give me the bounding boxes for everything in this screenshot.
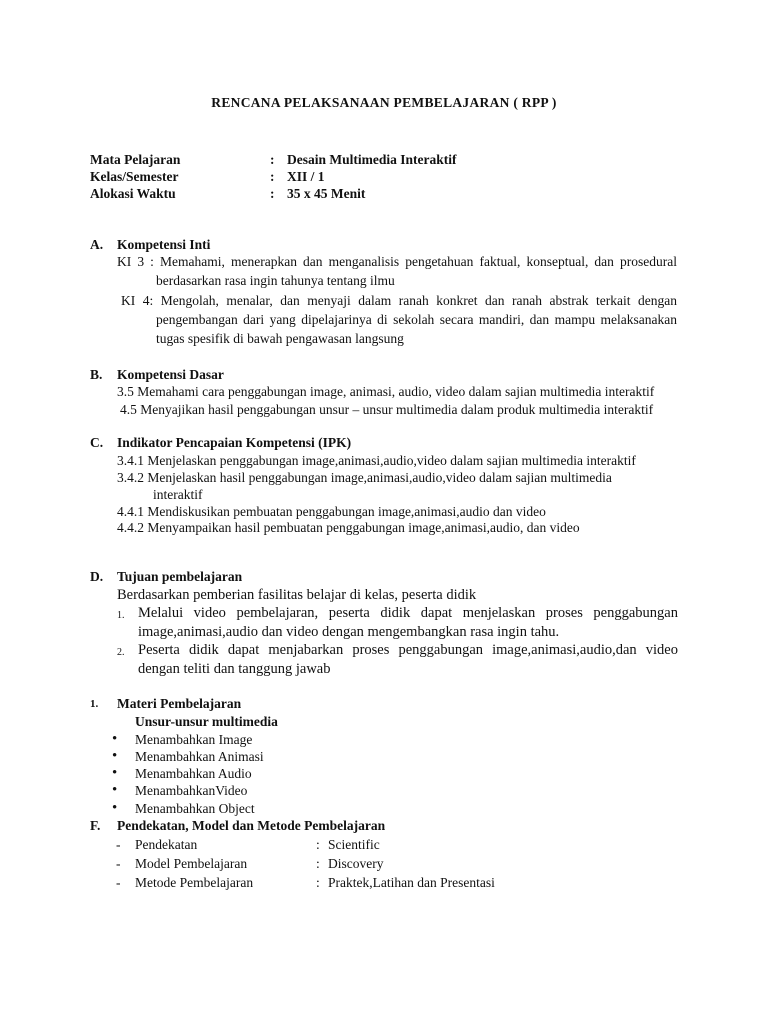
section-letter: F. — [90, 818, 101, 833]
materi-item: MenambahkanVideo — [135, 783, 248, 798]
section-letter: B. — [90, 367, 103, 382]
info-colon: : — [270, 152, 275, 167]
materi-item: Menambahkan Audio — [135, 766, 252, 781]
dash-marker: - — [116, 856, 121, 871]
model-colon: : — [316, 856, 320, 871]
dash-marker: - — [116, 837, 121, 852]
tujuan-number: 2. — [117, 647, 125, 658]
info-colon: : — [270, 169, 275, 184]
info-label-alokasi-waktu: Alokasi Waktu — [90, 186, 176, 201]
tujuan-item-line: image,animasi,audio dan video dengan mengembangkan rasa ingin tahu. — [138, 624, 560, 640]
ipk-item: 3.4.1 Menjelaskan penggabungan image,animasi,audio,video dalam sajian multimedia interaktif — [117, 453, 636, 468]
section-title: Kompetensi Inti — [117, 237, 211, 252]
section-title: Materi Pembelajaran — [117, 696, 242, 711]
metode-colon: : — [316, 875, 320, 890]
model-label: Model Pembelajaran — [135, 856, 248, 871]
ipk-item-continuation: interaktif — [153, 487, 203, 502]
section-title: Tujuan pembelajaran — [117, 569, 243, 584]
ipk-item: 4.4.1 Mendiskusikan pembuatan penggabungan image,animasi,audio dan video — [117, 504, 546, 519]
ki3-line-2: berdasarkan rasa ingin tahunya tentang ilmu — [156, 273, 395, 288]
metode-label: Metode Pembelajaran — [135, 875, 254, 890]
ipk-item: 3.4.2 Menjelaskan hasil penggabungan image,animasi,audio,video dalam sajian multimedia — [117, 470, 612, 485]
bullet-icon: • — [112, 765, 118, 781]
materi-item: Menambahkan Image — [135, 732, 253, 747]
tujuan-number: 1. — [117, 610, 125, 621]
bullet-icon: • — [112, 731, 118, 747]
ki4-line-1: KI 4: Mengolah, menalar, dan menyaji dalam ranah konkret dan ranah abstrak terkait dengan — [121, 293, 677, 308]
section-title: Indikator Pencapaian Kompetensi (IPK) — [117, 435, 352, 450]
section-number: 1. — [90, 698, 99, 710]
ki4-line-3: tugas spesifik di bawah pengawasan langsung — [156, 331, 404, 346]
kd-item: 3.5 Memahami cara penggabungan image, animasi, audio, video dalam sajian multimedia interaktif — [117, 384, 655, 399]
section-letter: C. — [90, 435, 104, 450]
ipk-item: 4.4.2 Menyampaikan hasil pembuatan penggabungan image,animasi,audio, dan video — [117, 520, 580, 535]
ki3-line-1: KI 3 : Memahami, menerapkan dan menganalisis pengetahuan faktual, konseptual, dan prosedural — [117, 254, 677, 269]
bullet-icon: • — [112, 748, 118, 764]
section-letter: A. — [90, 237, 104, 252]
pendekatan-value: Scientific — [328, 837, 380, 852]
ki4-line-2: pengembangan dari yang dipelajarinya di sekolah secara mandiri, dan mampu melaksanakan — [156, 312, 677, 327]
tujuan-item-line: dengan teliti dan tanggung jawab — [138, 661, 331, 677]
pendekatan-colon: : — [316, 837, 320, 852]
info-value-mata-pelajaran: Desain Multimedia Interaktif — [287, 152, 457, 167]
bullet-icon: • — [112, 800, 118, 816]
section-title: Kompetensi Dasar — [117, 367, 224, 382]
tujuan-item-line: Melalui video pembelajaran, peserta didik dapat menjelaskan proses penggabungan — [138, 605, 678, 621]
document-title: RENCANA PELAKSANAAN PEMBELAJARAN ( RPP ) — [211, 95, 557, 110]
model-value: Discovery — [328, 856, 384, 871]
info-colon: : — [270, 186, 275, 201]
info-label-mata-pelajaran: Mata Pelajaran — [90, 152, 181, 167]
materi-item: Menambahkan Animasi — [135, 749, 264, 764]
tujuan-item-line: Peserta didik dapat menjabarkan proses penggabungan image,animasi,audio,dan video — [138, 642, 678, 658]
kd-item: 4.5 Menyajikan hasil penggabungan unsur – unsur multimedia dalam produk multimedia interaktif — [120, 402, 654, 417]
metode-value: Praktek,Latihan dan Presentasi — [328, 875, 495, 890]
dash-marker: - — [116, 875, 121, 890]
materi-item: Menambahkan Object — [135, 801, 255, 816]
info-value-alokasi-waktu: 35 x 45 Menit — [287, 186, 366, 201]
info-label-kelas-semester: Kelas/Semester — [90, 169, 179, 184]
bullet-icon: • — [112, 782, 118, 798]
section-title: Pendekatan, Model dan Metode Pembelajaran — [117, 818, 386, 833]
section-letter: D. — [90, 569, 104, 584]
materi-subtitle: Unsur-unsur multimedia — [135, 714, 278, 729]
info-value-kelas-semester: XII / 1 — [287, 169, 325, 184]
pendekatan-label: Pendekatan — [135, 837, 198, 852]
tujuan-intro: Berdasarkan pemberian fasilitas belajar di kelas, peserta didik — [117, 587, 477, 603]
